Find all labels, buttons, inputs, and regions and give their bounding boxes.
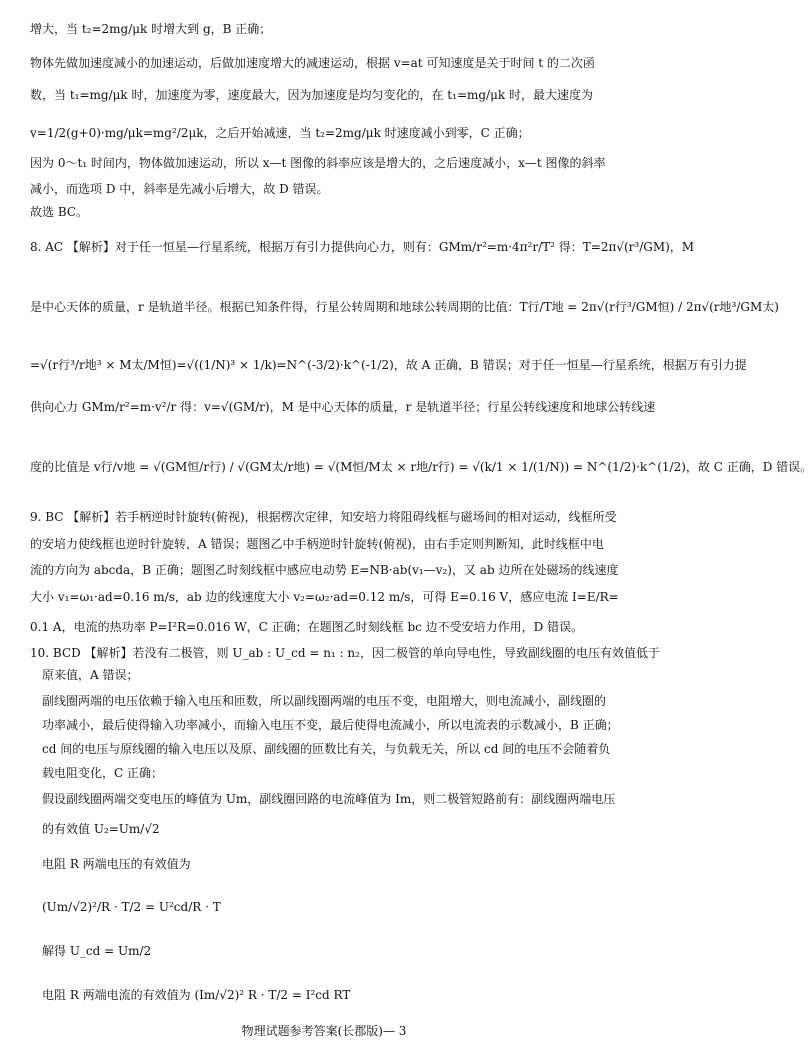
- answer-9-line-2: 的安培力使线框也逆时针旋转，A 错误；题图乙中手柄逆时针旋转(俯视)，由右手定则判断知，此时线框中电: [30, 537, 604, 551]
- answer-8-line-3: =√(r行³/r地³ × M太/M恒)=√((1/N)³ × 1/k)=N^(-3/2)·k^(-1/2)，故 A 正确，B 错误；对于任一恒星—行星系统，根据万有引力提: [30, 358, 747, 372]
- answer-9-line-4: 大小 v₁=ω₁·ad=0.16 m/s，ab 边的线速度大小 v₂=ω₂·ad=0.12 m/s，可得 E=0.16 V，感应电流 I=E/R=: [30, 590, 619, 604]
- answer-10-line-4: 功率减小，最后使得输入功率减小，而输入电压不变，最后使得电流减小，所以电流表的示数减小，B 正确；: [42, 718, 619, 732]
- answer-10-line-12: 电阻 R 两端电流的有效值为 (Im/√2)² R · T/2 = I²cd RT: [42, 988, 351, 1002]
- answer-9-line-3: 流的方向为 abcda，B 正确；题图乙时刻线框中感应电动势 E=NB·ab(v₁—v₂)，又 ab 边所在处磁场的线速度: [30, 563, 619, 577]
- answer-10-line-6: 载电阻变化，C 正确；: [42, 766, 163, 780]
- answer-8-line-5: 度的比值是 v行/v地 = √(GM恒/r行) / √(GM太/r地) = √(M恒/M太 × r地/r行) = √(k/1 × 1/(1/N)) = N^(1/2)·k^(1/2)，故 C 正确，D 错误。: [30, 460, 812, 474]
- answer-10-line-2: 原来值，A 错误；: [42, 668, 139, 682]
- answer-10-line-1: 10. BCD 【解析】若没有二极管，则 U_ab : U_cd = n₁ : n₂，因二极管的单向导电性，导致副线圈的电压有效值低于: [30, 646, 660, 660]
- answer-10-line-11: 解得 U_cd = Um/2: [42, 944, 152, 958]
- answer-9-line-1: 9. BC 【解析】若手柄逆时针旋转(俯视)，根据楞次定律，知安培力将阻碍线框与磁场间的相对运动，线框所受: [30, 510, 617, 524]
- answer-8-line-1: 8. AC 【解析】对于任一恒星—行星系统，根据万有引力提供向心力，则有：GMm/r²=m·4π²r/T² 得：T=2π√(r³/GM)，M: [30, 240, 695, 254]
- answer-10-line-7: 假设副线圈两端交变电压的峰值为 Um，副线圈回路的电流峰值为 Im，则二极管短路前有：副线圈两端电压: [42, 792, 616, 806]
- line-4: v=1/2(g+0)·mg/μk=mg²/2μk，之后开始减速，当 t₂=2mg/μk 时速度减小到零，C 正确；: [30, 126, 530, 140]
- answer-10-line-5: cd 间的电压与原线圈的输入电压以及原、副线圈的匝数比有关，与负载无关，所以 cd 间的电压不会随着负: [42, 742, 611, 756]
- line-5: 因为 0～t₁ 时间内，物体做加速运动，所以 x—t 图像的斜率应该是增大的，之后速度减小，x—t 图像的斜率: [30, 156, 606, 170]
- line-6: 减小，而选项 D 中，斜率是先减小后增大，故 D 错误。: [30, 182, 329, 196]
- answer-10-line-3: 副线圈两端的电压依赖于输入电压和匝数，所以副线圈两端的电压不变，电阻增大，则电流减小，副线圈的: [42, 694, 607, 708]
- answer-8-line-2: 是中心天体的质量，r 是轨道半径。根据已知条件得，行星公转周期和地球公转周期的比值：T行/T地 = 2π√(r行³/GM恒) / 2π√(r地³/GM太): [30, 300, 779, 314]
- answer-10-line-8: 的有效值 U₂=Um/√2: [42, 822, 160, 836]
- answer-10-line-10: (Um/√2)²/R · T/2 = U²cd/R · T: [42, 900, 221, 914]
- line-1: 增大，当 t₂=2mg/μk 时增大到 g，B 正确；: [30, 22, 272, 36]
- line-7: 故选 BC。: [30, 205, 89, 219]
- answer-8-line-4: 供向心力 GMm/r²=m·v²/r 得：v=√(GM/r)，M 是中心天体的质量，r 是轨道半径；行星公转线速度和地球公转线速: [30, 400, 656, 414]
- line-2: 物体先做加速度减小的加速运动，后做加速度增大的减速运动，根据 v=at 可知速度是关于时间 t 的二次函: [30, 56, 595, 70]
- line-3: 数，当 t₁=mg/μk 时，加速度为零，速度最大，因为加速度是均匀变化的，在 t₁=mg/μk 时，最大速度为: [30, 88, 593, 102]
- answer-10-line-9: 电阻 R 两端电压的有效值为: [42, 857, 191, 871]
- page-footer: 物理试题参考答案(长郡版)— 3: [241, 1024, 407, 1038]
- answer-9-line-5: 0.1 A，电流的热功率 P=I²R=0.016 W，C 正确；在题图乙时刻线框 bc 边不受安培力作用，D 错误。: [30, 620, 584, 634]
